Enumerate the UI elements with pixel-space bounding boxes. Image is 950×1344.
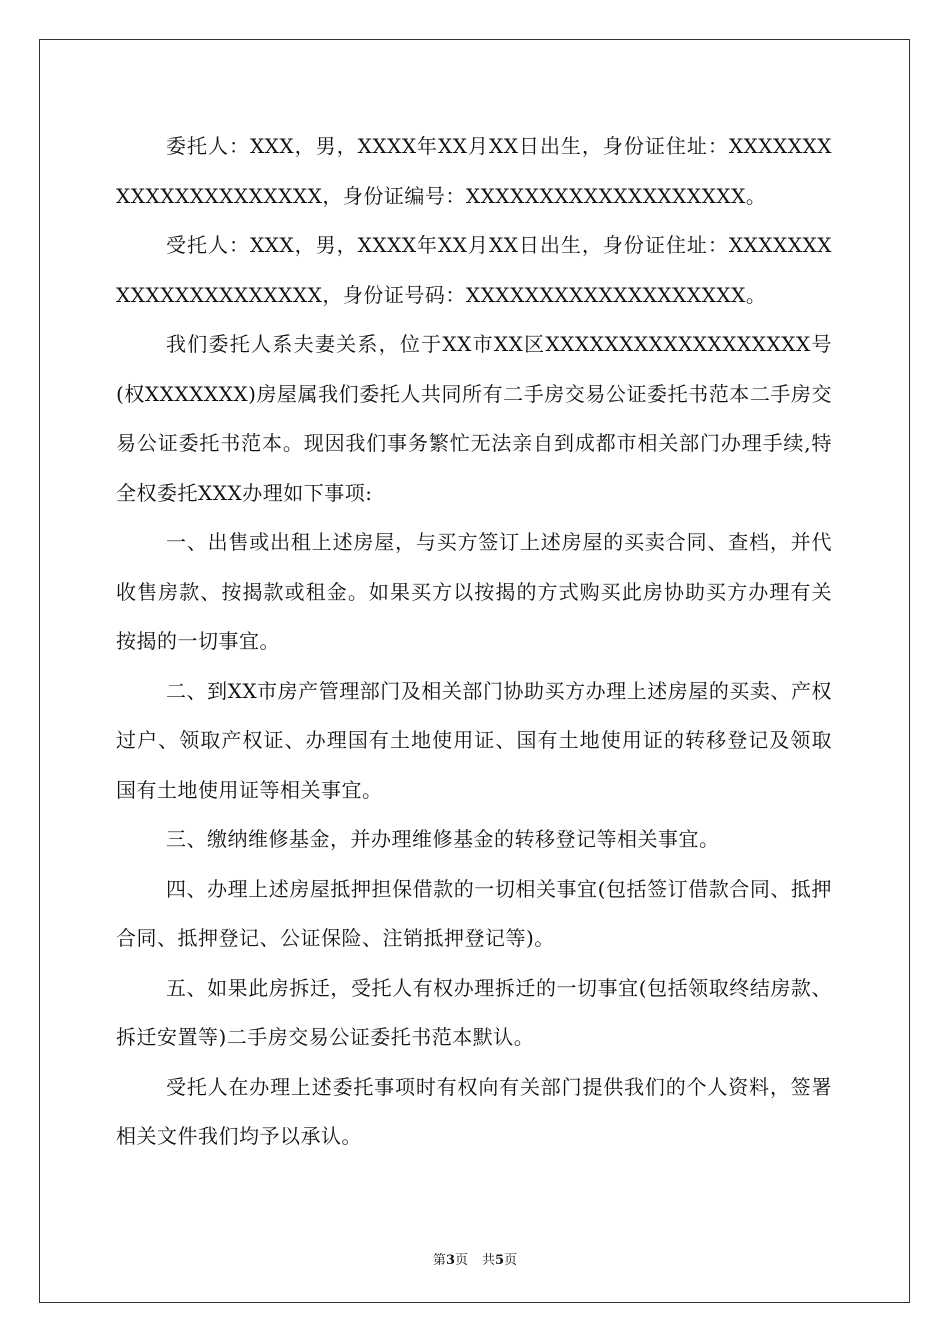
page-footer	[0, 1249, 950, 1268]
document-body	[116, 122, 832, 1162]
paragraph-agent: 受托人：XXX，男，XXXX年XX月XX日出生，身份证住址：XXXXXXXXXXXXXXXXXXXXX，身份证号码：XXXXXXXXXXXXXXXXXXX。	[116, 233, 832, 307]
paragraph-item-5: 五、如果此房拆迁，受托人有权办理拆迁的一切事宜(包括领取终结房款、拆迁安置等)二手房交易公证委托书范本默认。	[116, 975, 832, 1049]
paragraph-authorization: 受托人在办理上述委托事项时有权向有关部门提供我们的个人资料，签署相关文件我们均予以承认。	[116, 1074, 832, 1148]
paragraph-relationship: 我们委托人系夫妻关系，位于XX市XX区XXXXXXXXXXXXXXXXXX号(权XXXXXXX)房屋属我们委托人共同所有二手房交易公证委托书范本二手房交易公证委托书范本。现因我们事务繁忙无法亲自到成都市相关部门办理手续,特全权委托XXX办理如下事项:	[116, 332, 832, 505]
paragraph-item-2: 二、到XX市房产管理部门及相关部门协助买方办理上述房屋的买卖、产权过户、领取产权证、办理国有土地使用证、国有土地使用证的转移登记及领取国有土地使用证等相关事宜。	[116, 678, 832, 802]
page-number-total: 5	[495, 1253, 505, 1268]
page-number-suffix: 页	[454, 1253, 468, 1268]
page-number-prefix: 第	[432, 1253, 446, 1268]
paragraph-item-3: 三、缴纳维修基金，并办理维修基金的转移登记等相关事宜。	[166, 827, 720, 851]
page-number-current: 3	[445, 1253, 455, 1268]
paragraph-principal: 委托人：XXX，男，XXXX年XX月XX日出生，身份证住址：XXXXXXXXXXXXXXXXXXXXX，身份证编号：XXXXXXXXXXXXXXXXXXX。	[116, 134, 832, 208]
paragraph-item-1: 一、出售或出租上述房屋，与买方签订上述房屋的买卖合同、查档，并代收售房款、按揭款或租金。如果买方以按揭的方式购买此房协助买方办理有关按揭的一切事宜。	[116, 530, 832, 653]
page-total-prefix: 共	[482, 1253, 496, 1268]
page-total-suffix: 页	[504, 1253, 518, 1268]
paragraph-item-4: 四、办理上述房屋抵押担保借款的一切相关事宜(包括签订借款合同、抵押合同、抵押登记、公证保险、注销抵押登记等)。	[116, 876, 832, 950]
